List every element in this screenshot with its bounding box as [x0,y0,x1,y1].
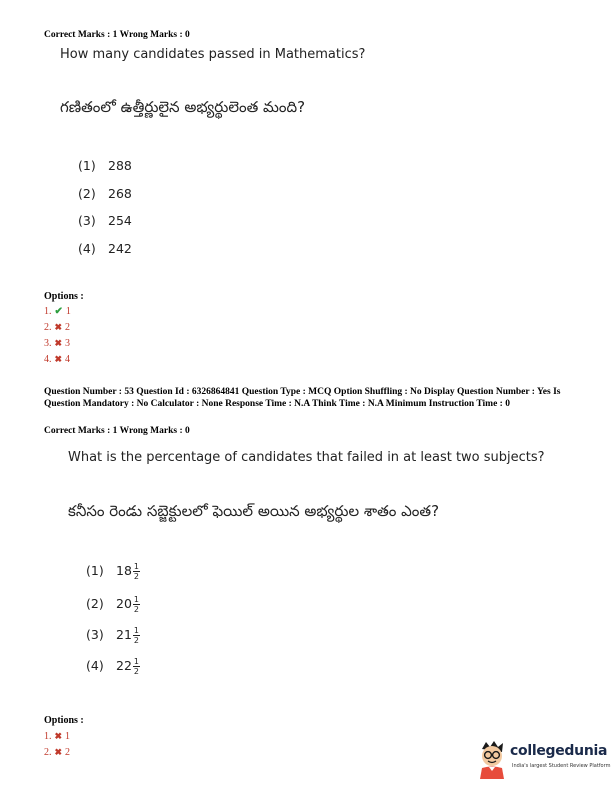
q53-options-label: Options : [44,715,84,726]
choice-whole: 18 [116,563,132,578]
numerator: 1 [133,626,139,635]
q52-options-label: Options : [44,291,84,302]
q52-question-en: How many candidates passed in Mathematics? [60,47,366,62]
q52-choice-1 [78,158,132,173]
numerator: 1 [133,657,139,666]
q52-choice-3 [78,213,132,228]
q52-choice-4 [78,241,132,256]
q53-answer-2 [44,747,70,758]
answer-index: 2. [44,322,52,333]
denominator: 2 [133,605,139,614]
choice-value: 254 [108,213,132,228]
q52-answer-3 [44,338,70,349]
q52-marks: Correct Marks : 1 Wrong Marks : 0 [44,30,190,40]
fraction [133,595,140,614]
q52-answer-4 [44,354,70,365]
fraction [133,657,140,676]
choice-value: 268 [108,186,132,201]
denominator: 2 [133,572,139,581]
choice-number: (1) [86,563,104,578]
cross-icon: ✖ [54,338,63,348]
choice-number: (3) [78,213,96,228]
answer-index: 1. [44,306,52,317]
q52-answer-2 [44,322,70,333]
answer-value: 1 [65,306,71,317]
choice-value: 288 [108,158,132,173]
student-mascot-icon [476,739,508,779]
q53-choice-2 [86,595,140,614]
q52-choice-2 [78,186,132,201]
choice-whole: 21 [116,627,132,642]
q53-choice-4 [86,657,140,676]
q53-marks: Correct Marks : 1 Wrong Marks : 0 [44,426,190,436]
choice-number: (2) [86,596,104,611]
collegedunia-logo [476,737,611,781]
fraction [133,626,140,645]
choice-number: (3) [86,627,104,642]
answer-index: 3. [44,338,52,349]
choice-number: (4) [86,658,104,673]
numerator: 1 [133,562,139,571]
q52-answer-1 [44,306,71,317]
q53-question-en: What is the percentage of candidates that failed in at least two subjects? [68,450,545,465]
answer-index: 1. [44,731,52,742]
choice-number: (2) [78,186,96,201]
choice-value: 242 [108,241,132,256]
denominator: 2 [133,667,139,676]
numerator: 1 [133,595,139,604]
choice-whole: 22 [116,658,132,673]
answer-value: 2 [65,322,71,333]
cross-icon: ✖ [54,354,63,364]
q53-answer-1 [44,731,70,742]
q52-question-te: గణితంలో ఉత్తీర్ణులైన అభ్యర్థులెంత మంది? [60,98,306,116]
choice-number: (4) [78,241,96,256]
denominator: 2 [133,636,139,645]
cross-icon: ✖ [54,747,63,757]
answer-index: 2. [44,747,52,758]
choice-whole: 20 [116,596,132,611]
logo-tagline: India's largest Student Review Platform [512,763,611,769]
choice-number: (1) [78,158,96,173]
check-icon: ✔ [54,306,63,317]
answer-value: 2 [65,747,71,758]
q53-question-te: కనీసం రెండు సబ్జెక్టులలో ఫెయిల్ అయిన అభ్యర్థుల శాతం ఎంత? [68,502,440,520]
q53-choice-1 [86,562,140,581]
cross-icon: ✖ [54,322,63,332]
answer-value: 3 [65,338,71,349]
q53-choice-3 [86,626,140,645]
logo-wordmark: collegedunia [510,743,608,759]
answer-value: 1 [65,731,71,742]
answer-index: 4. [44,354,52,365]
answer-value: 4 [65,354,71,365]
cross-icon: ✖ [54,731,63,741]
fraction [133,562,140,581]
q53-meta: Question Number : 53 Question Id : 6326864841 Question Type : MCQ Option Shuffling : No Display Question Number : Yes Is Question Mandatory : No Calculator : None Response Time : N.A Think Time : N.A Minimum Instruction Time : 0 [44,387,561,409]
